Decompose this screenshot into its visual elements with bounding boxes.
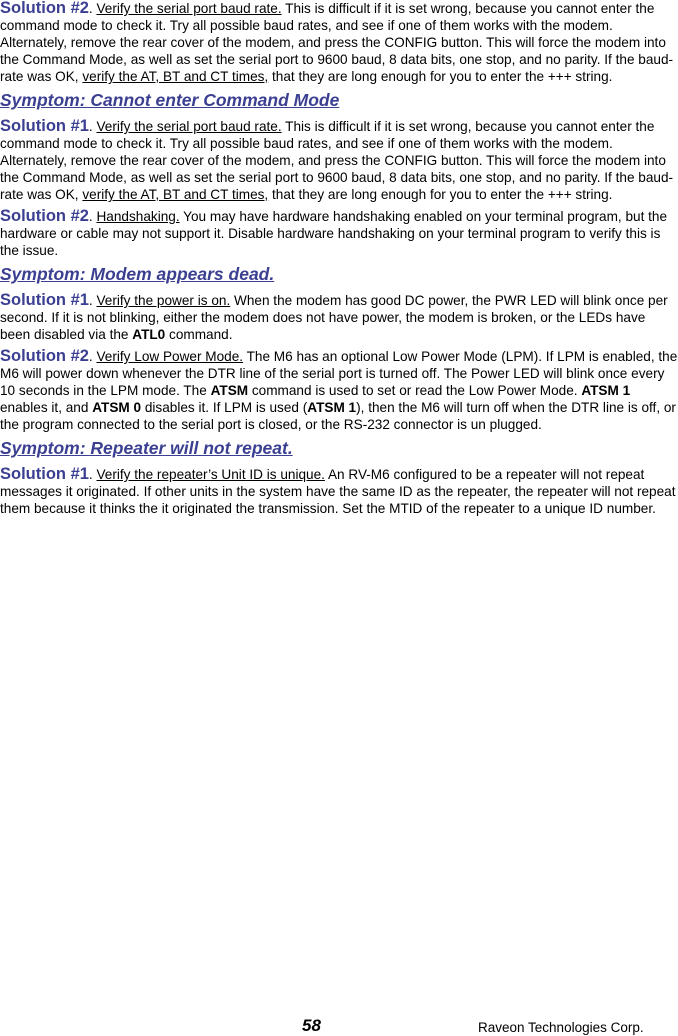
body-text: ), then the M6 will turn off when the DTR line is off, or the program connected to the serial port is closed, or the RS-232 connector is un plugged.: [0, 400, 676, 432]
body-text: command.: [165, 327, 233, 342]
underlined-text: Handshaking.: [96, 209, 180, 224]
solution-paragraph: [0, 466, 678, 517]
body-text: When the modem has good DC power, the PWR LED will blink once per second. If it is not blinking, either the modem does not have power, the modem is broken, or the LEDs have been disabled via the: [0, 293, 668, 342]
body-text: An RV-M6 configured to be a repeater will not repeat messages it originated. If other units in the system have the same ID as the repeater, the repeater will not repeat them because it thinks the it originated the transmission. Set the MTID of the repeater to a unique ID number.: [0, 467, 676, 516]
body-text: command is used to set or read the Low Power Mode.: [248, 383, 582, 398]
body-text: that they are long enough for you to enter the +++ string.: [268, 69, 613, 84]
solution-paragraph: [0, 208, 678, 259]
body-text: .: [88, 209, 97, 224]
command-text: ATL0: [132, 327, 166, 342]
underlined-text: Verify the serial port baud rate.: [96, 1, 282, 16]
solution-paragraph: [0, 348, 678, 433]
body-text: You may have hardware handshaking enabled on your terminal program, but the hardware or cable may not support it. Disable hardware handshaking on your terminal program to verify this is the issue.: [0, 209, 668, 258]
body-text: .: [88, 349, 97, 364]
underlined-text: verify the AT, BT and CT times,: [82, 187, 269, 202]
underlined-text: verify the AT, BT and CT times,: [82, 69, 269, 84]
symptom-heading: Symptom: Modem appears dead.: [0, 264, 275, 284]
symptom-heading: Symptom: Cannot enter Command Mode: [0, 90, 340, 110]
solution-label: Solution #2: [0, 0, 89, 17]
solution-label: Solution #1: [0, 465, 89, 483]
solution-label: Solution #1: [0, 291, 89, 309]
troubleshooting-content: [0, 0, 678, 517]
solution-paragraph: [0, 0, 678, 85]
command-text: ATSM 1: [581, 383, 631, 398]
solution-paragraph: [0, 118, 678, 203]
solution-label: Solution #2: [0, 347, 89, 365]
body-text: This is difficult if it is set wrong, because you cannot enter the command mode to check it. Try all possible baud rates, and see if one of them works with the modem. Alternately, remove the rear cover of the modem, and press the CONFIG button. This will force the modem into the Command Mode, as well as set the serial port to 9600 baud, 8 data bits, one stop, and no parity. If the baud-rate was OK,: [0, 119, 674, 202]
solution-paragraph: [0, 292, 678, 343]
solution-label: Solution #1: [0, 117, 89, 135]
body-text: .: [88, 467, 97, 482]
command-text: ATSM 0: [92, 400, 142, 415]
body-text: enables it, and: [0, 400, 93, 415]
body-text: disables it. If LPM is used (: [141, 400, 308, 415]
company-name: Raveon Technologies Corp.: [478, 1020, 644, 1035]
underlined-text: Verify the repeater’s Unit ID is unique.: [96, 467, 325, 482]
body-text: .: [88, 119, 97, 134]
command-text: ATSM: [210, 383, 249, 398]
command-text: ATSM 1: [307, 400, 357, 415]
underlined-text: Verify the serial port baud rate.: [96, 119, 282, 134]
page-number: 58: [302, 1016, 321, 1035]
body-text: .: [88, 293, 97, 308]
solution-label: Solution #2: [0, 207, 89, 225]
symptom-heading: Symptom: Repeater will not repeat.: [0, 438, 293, 458]
body-text: This is difficult if it is set wrong, because you cannot enter the command mode to check it. Try all possible baud rates, and see if one of them works with the modem. Alternately, remove the rear cover of the modem, and press the CONFIG button. This will force the modem into the Command Mode, as well as set the serial port to 9600 baud, 8 data bits, one stop, and no parity. If the baud-rate was OK,: [0, 1, 674, 84]
body-text: The M6 has an optional Low Power Mode (LPM). If LPM is enabled, the M6 will power down whenever the DTR line of the serial port is turned off. The Power LED will blink once every 10 seconds in the LPM mode. The: [0, 349, 678, 398]
body-text: .: [88, 1, 97, 16]
underlined-text: Verify Low Power Mode.: [96, 349, 244, 364]
underlined-text: Verify the power is on.: [96, 293, 231, 308]
body-text: that they are long enough for you to enter the +++ string.: [268, 187, 613, 202]
